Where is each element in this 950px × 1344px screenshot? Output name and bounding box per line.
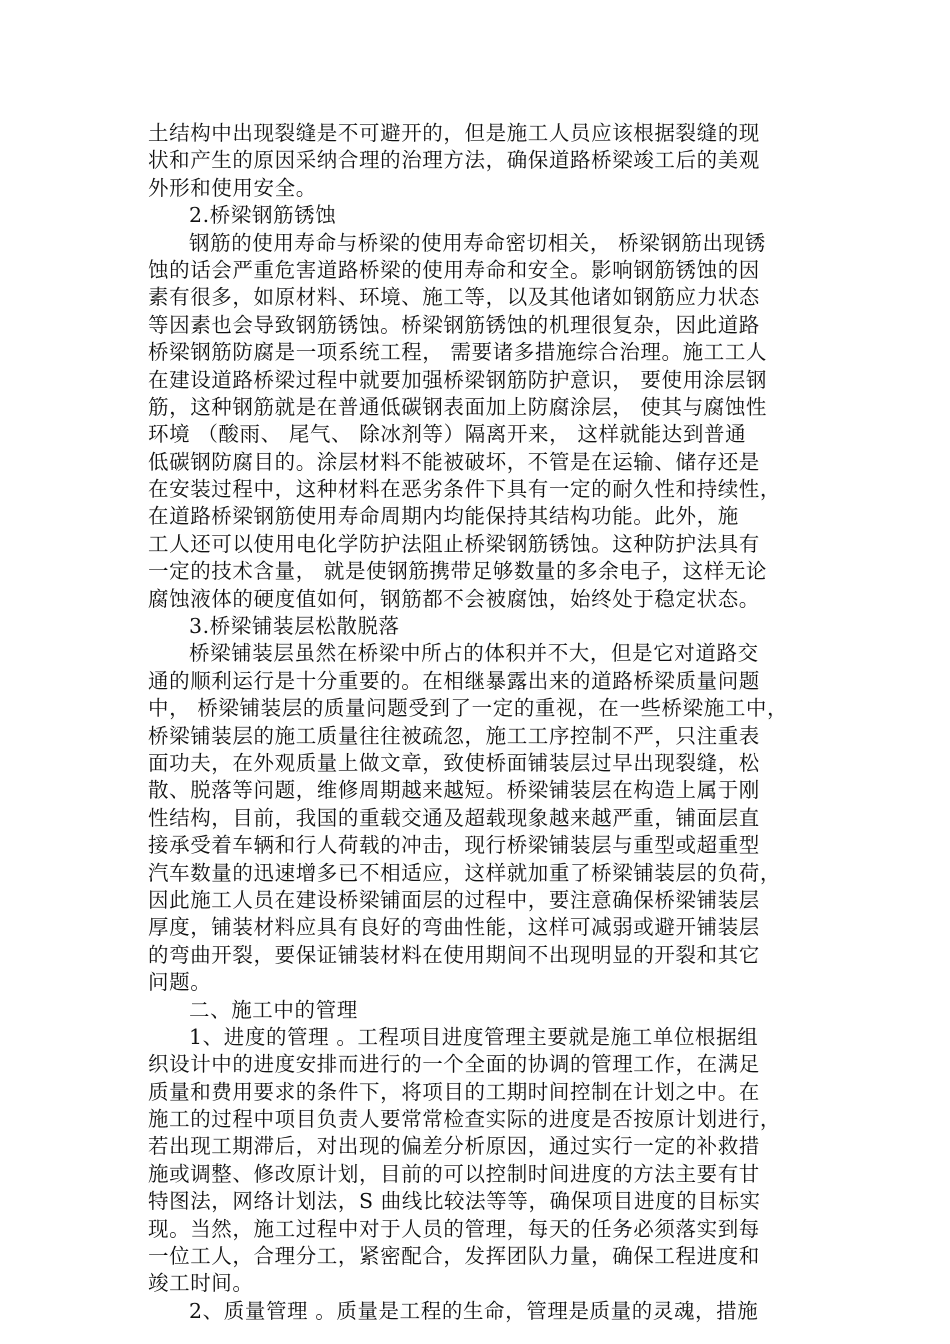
text-line: 一位工人，合理分工，紧密配合，发挥团队力量，确保工程进度和: [148, 1244, 760, 1269]
text-line: 特图法，网络计划法，S 曲线比较法等等，确保项目进度的目标实: [148, 1189, 761, 1214]
text-line: 接承受着车辆和行人荷载的冲击，现行桥梁铺装层与重型或超重型: [148, 833, 760, 858]
text-line: 的弯曲开裂，要保证铺装材料在使用期间不出现明显的开裂和其它: [148, 942, 760, 967]
text-line: 素有很多，如原材料、环境、施工等，以及其他诸如钢筋应力状态: [148, 285, 760, 310]
text-line: 一定的技术含量， 就是使钢筋携带足够数量的多余电子，这样无论: [148, 559, 768, 584]
text-line: 汽车数量的迅速增多已不相适应，这样就加重了桥梁铺装层的负荷，: [148, 860, 781, 885]
text-line: 厚度，铺装材料应具有良好的弯曲性能，这样可减弱或避开铺装层: [148, 915, 760, 940]
text-line: 等因素也会导致钢筋锈蚀。桥梁钢筋锈蚀的机理很复杂，因此道路: [148, 312, 760, 337]
text-line: 低碳钢防腐目的。涂层材料不能被破坏，不管是在运输、储存还是: [148, 449, 760, 474]
text-line: 施或调整、修改原计划，目前的可以控制时间进度的方法主要有甘: [148, 1161, 760, 1186]
text-line: 土结构中出现裂缝是不可避开的，但是施工人员应该根据裂缝的现: [148, 121, 760, 145]
text-line: 在建设道路桥梁过程中就要加强桥梁钢筋防护意识， 要使用涂层钢: [148, 367, 768, 392]
text-line: 施工的过程中项目负责人要常常检查实际的进度是否按原计划进行，: [148, 1107, 781, 1132]
text-line: 散、脱落等问题，维修周期越来越短。桥梁铺装层在构造上属于刚: [148, 778, 760, 803]
text-line: 钢筋的使用寿命与桥梁的使用寿命密切相关， 桥梁钢筋出现锈: [189, 230, 766, 255]
document-body-text: [148, 120, 808, 1325]
text-line: 在安装过程中，这种材料在恶劣条件下具有一定的耐久性和持续性，: [148, 477, 781, 502]
text-line: 2、质量管理 。质量是工程的生命，管理是质量的灵魂，措施: [189, 1298, 759, 1323]
text-line: 二、施工中的管理: [189, 997, 358, 1022]
text-line: 桥梁铺装层虽然在桥梁中所占的体积并不大，但是它对道路交: [189, 641, 759, 666]
text-line: 筋，这种钢筋就是在普通低碳钢表面加上防腐涂层， 使其与腐蚀性: [148, 394, 768, 419]
text-line: 桥梁铺装层的施工质量往往被疏忽，施工工序控制不严，只注重表: [148, 723, 760, 748]
text-line: 现。当然，施工过程中对于人员的管理，每天的任务必须落实到每: [148, 1216, 760, 1241]
text-line: 桥梁钢筋防腐是一项系统工程， 需要诸多措施综合治理。施工工人: [148, 340, 768, 365]
text-line: 性结构，目前，我国的重载交通及超载现象越来越严重，铺面层直: [148, 805, 760, 830]
text-line: 蚀的话会严重危害道路桥梁的使用寿命和安全。影响钢筋锈蚀的因: [148, 257, 760, 282]
text-line: 1、进度的管理 。工程项目进度管理主要就是施工单位根据组: [189, 1024, 759, 1049]
text-line: 状和产生的原因采纳合理的治理方法，确保道路桥梁竣工后的美观: [148, 148, 760, 173]
text-line: 问题。: [148, 970, 212, 995]
text-line: 腐蚀液体的硬度值如何，钢筋都不会被腐蚀，始终处于稳定状态。: [148, 586, 760, 611]
text-line: 外形和使用安全。: [148, 175, 317, 200]
text-line: 织设计中的进度安排而进行的一个全面的协调的管理工作，在满足: [148, 1052, 760, 1077]
text-line: 工人还可以使用电化学防护法阻止桥梁钢筋锈蚀。这种防护法具有: [148, 531, 760, 556]
text-line: 若出现工期滞后，对出现的偏差分析原因，通过实行一定的补救措: [148, 1134, 760, 1159]
text-line: 通的顺利运行是十分重要的。在相继暴露出来的道路桥梁质量问题: [148, 668, 760, 693]
text-line: 中， 桥梁铺装层的质量问题受到了一定的重视，在一些桥梁施工中，: [148, 696, 789, 721]
text-line: 环境 （酸雨、 尾气、 除冰剂等）隔离开来， 这样就能达到普通: [148, 422, 747, 447]
text-line: 3.桥梁铺装层松散脱落: [189, 614, 400, 639]
text-line: 在道路桥梁钢筋使用寿命周期内均能保持其结构功能。此外，施: [148, 504, 739, 529]
text-line: 竣工时间。: [148, 1271, 254, 1296]
text-line: 2.桥梁钢筋锈蚀: [189, 203, 337, 228]
text-line: 质量和费用要求的条件下，将项目的工期时间控制在计划之中。在: [148, 1079, 760, 1104]
text-line: 因此施工人员在建设桥梁铺面层的过程中，要注意确保桥梁铺装层: [148, 887, 760, 912]
text-line: 面功夫，在外观质量上做文章，致使桥面铺装层过早出现裂缝，松: [148, 750, 760, 775]
